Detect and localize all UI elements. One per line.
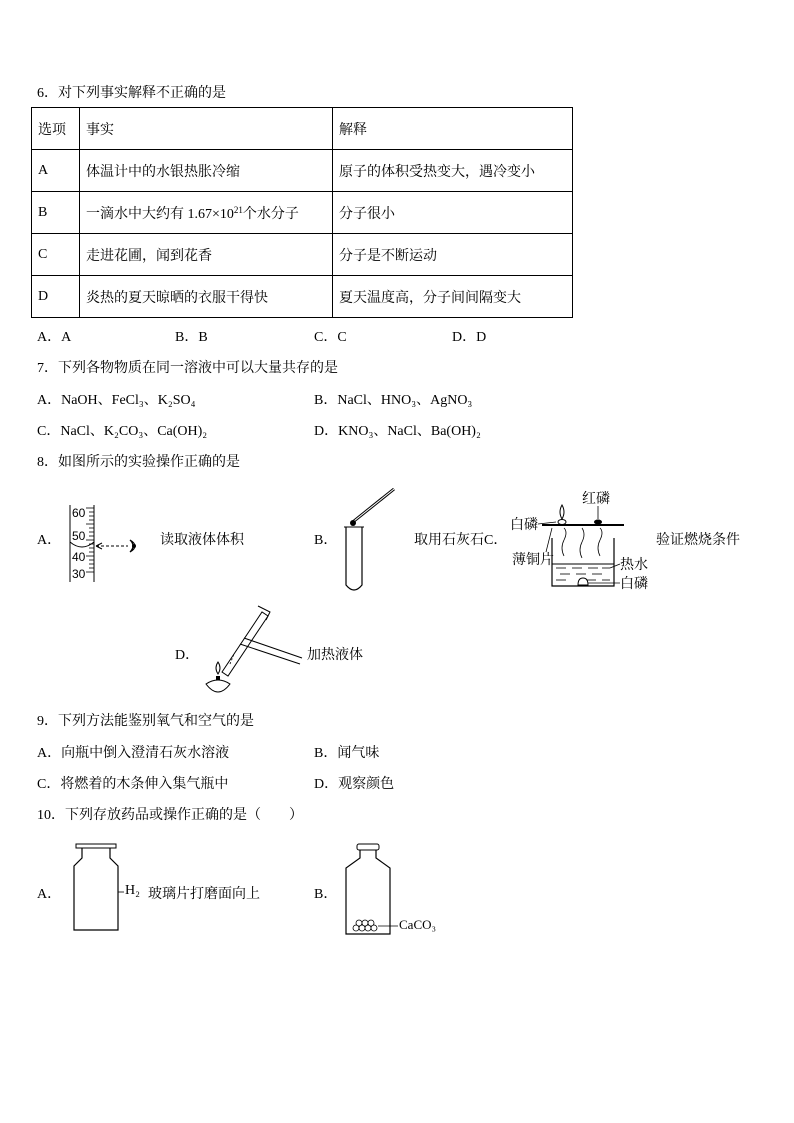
q10-a-gas: H₂ [125, 883, 140, 898]
heating-liquid-figure [200, 600, 305, 695]
table-header: 选项 [32, 108, 80, 150]
calcium-carbonate-lumps [353, 920, 377, 931]
glass-plate [76, 844, 116, 848]
tick-label: 60 [72, 506, 86, 520]
q10-stem: 10．下列存放药品或操作正确的是（ ） [37, 808, 303, 823]
steam [598, 528, 602, 556]
q8-choice-c-label[interactable]: C． [484, 533, 508, 548]
q10-a-caption: 玻璃片打磨面向上 [148, 887, 260, 902]
table-cell: 炎热的夏天晾晒的衣服干得快 [80, 276, 333, 318]
label-white-phosphorus-water: 白磷 [620, 575, 648, 591]
fact-text: 个水分子 [242, 206, 299, 222]
tick-label: 30 [72, 567, 86, 581]
test-tube-figure [340, 485, 400, 600]
q7-choice-c[interactable]: C．NaCl、K₂CO₃、Ca(OH)₂ [37, 424, 208, 439]
q8-stem: 8．如图所示的实验操作正确的是 [37, 455, 240, 470]
q9-stem: 9．下列方法能鉴别氧气和空气的是 [37, 714, 254, 729]
q8-a-caption: 读取液体体积 [160, 533, 244, 548]
table-row [32, 150, 573, 192]
q7-choice-d[interactable]: D．KNO₃、NaCl、Ba(OH)₂ [314, 424, 481, 439]
steam [580, 528, 584, 558]
tweezers-gap [354, 489, 394, 521]
q6-choice-c[interactable]: C．C [314, 330, 347, 345]
reagent-bottle-figure [340, 840, 400, 940]
limestone-lump [350, 520, 356, 526]
q8-b-caption: 取用石灰石 [414, 533, 484, 548]
q8-choice-a-label[interactable]: A． [37, 533, 62, 548]
table-cell: 夏天温度高，分子间间隔变大 [333, 276, 573, 318]
leader-line [610, 564, 620, 568]
table-header: 事实 [80, 108, 333, 150]
q6-table [31, 107, 573, 318]
table-row [32, 108, 573, 150]
red-phosphorus [594, 520, 602, 525]
table-row [32, 276, 573, 318]
table-header: 解释 [333, 108, 573, 150]
table-cell: 分子是不断运动 [333, 234, 573, 276]
q6-stem: 6．对下列事实解释不正确的是 [37, 86, 226, 101]
q7-stem: 7．下列各物物质在同一溶液中可以大量共存的是 [37, 361, 338, 376]
q6-choice-b[interactable]: B．B [175, 330, 208, 345]
q9-choice-d[interactable]: D．观察颜色 [314, 777, 395, 792]
steam [562, 528, 566, 556]
q6-choice-d[interactable]: D．D [452, 330, 487, 345]
q10-choice-a-label[interactable]: A． [37, 887, 62, 902]
gas-jar [74, 848, 118, 930]
table-cell: 走进花圃，闻到花香 [80, 234, 333, 276]
leader-line [546, 528, 552, 552]
test-tube [346, 527, 362, 590]
alcohol-lamp [206, 680, 230, 692]
flame-icon [560, 505, 564, 519]
table-cell: 体温计中的水银热胀冷缩 [80, 150, 333, 192]
fact-text: 一滴水中大约有 1.67×10 [86, 206, 234, 222]
table-cell: C [32, 234, 80, 276]
label-white-phosphorus: 白磷 [510, 516, 538, 532]
exponent: 21 [233, 204, 243, 215]
q9-choice-a[interactable]: A．向瓶中倒入澄清石灰水溶液 [37, 746, 230, 761]
combustion-apparatus-figure [506, 488, 646, 598]
white-phosphorus [558, 520, 566, 525]
q7-choice-a[interactable]: A．NaOH、FeCl₃、K₂SO₄ [37, 393, 196, 408]
label-red-phosphorus: 红磷 [582, 490, 610, 506]
table-cell [80, 192, 333, 234]
table-cell: B [32, 192, 80, 234]
q10-choice-b-label[interactable]: B． [314, 887, 338, 902]
cylinder-ticks [86, 508, 94, 572]
q8-c-caption: 验证燃烧条件 [656, 533, 740, 548]
bottle-stopper [357, 844, 379, 850]
table-row [32, 192, 573, 234]
table-cell: 原子的体积受热变大，遇冷变小 [333, 150, 573, 192]
table-cell: A [32, 150, 80, 192]
q9-choice-b[interactable]: B．闻气味 [314, 746, 380, 761]
tick-label: 40 [72, 550, 86, 564]
flame-icon [216, 662, 220, 674]
table-row [32, 234, 573, 276]
q9-choice-c[interactable]: C．将燃着的木条伸入集气瓶中 [37, 777, 229, 792]
q8-choice-d-label[interactable]: D． [175, 648, 200, 663]
label-copper-sheet: 薄铜片 [512, 551, 554, 567]
q8-choice-b-label[interactable]: B． [314, 533, 338, 548]
table-cell: D [32, 276, 80, 318]
q8-d-caption: 加热液体 [307, 648, 363, 663]
graduated-cylinder-figure [60, 500, 160, 590]
tick-label: 50 [72, 529, 86, 543]
white-phosphorus-in-water [578, 578, 588, 585]
table-cell: 分子很小 [333, 192, 573, 234]
q7-choice-b[interactable]: B．NaCl、HNO₃、AgNO₃ [314, 393, 473, 408]
q6-choice-a[interactable]: A．A [37, 330, 72, 345]
label-hot-water: 热水 [620, 556, 648, 572]
eye-pupil [132, 544, 136, 548]
leader-line [538, 522, 556, 524]
q10-b-solid: CaCO₃ [399, 917, 437, 932]
